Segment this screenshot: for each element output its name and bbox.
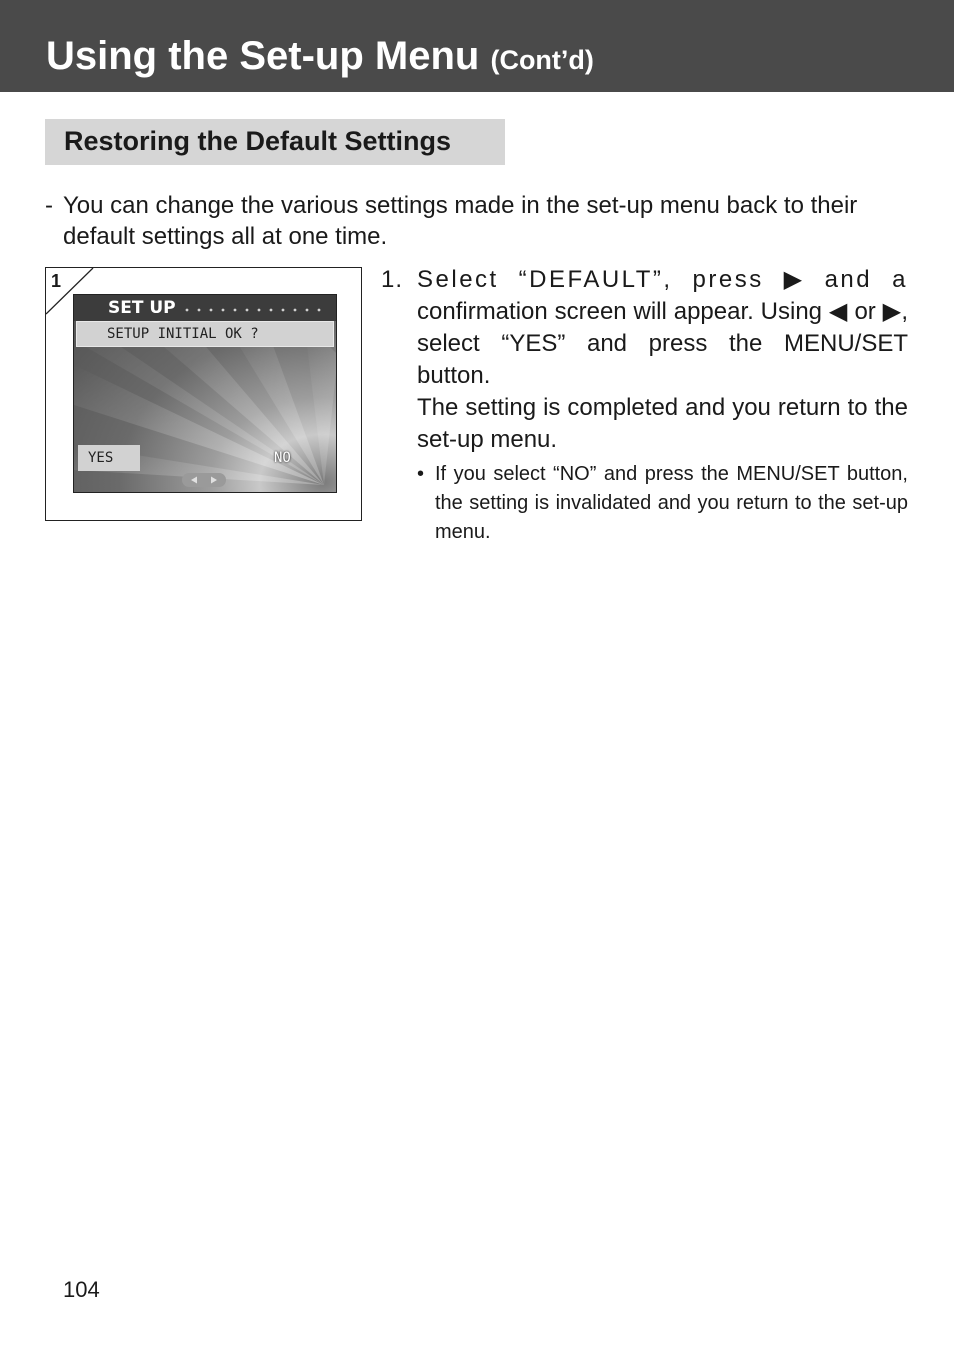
screen-left-arrow-icon	[191, 477, 197, 484]
page-title-main: Using the Set-up Menu	[46, 34, 480, 78]
section-heading: Restoring the Default Settings	[45, 119, 505, 165]
intro-paragraph	[45, 190, 909, 252]
step-number: 1.	[381, 266, 404, 293]
figure-number: 1	[51, 271, 62, 291]
step-first-line	[417, 264, 908, 296]
header-bar	[0, 0, 954, 92]
step-word: “DEFAULT”,	[518, 266, 673, 293]
intro-text: You can change the various settings made in the set-up menu back to their default settings all at one time.	[63, 192, 858, 250]
step-result: The setting is completed and you return to the set-up menu.	[417, 394, 908, 453]
figure-frame	[45, 267, 362, 521]
screen-title-dots	[184, 307, 334, 313]
screen-yes-option: YES	[78, 445, 140, 471]
note-bullet: •	[417, 463, 425, 485]
note-text: If you select “NO” and press the MENU/SET button, the setting is invalidated and you return to the set-up menu.	[435, 463, 908, 543]
intro-dash: -	[45, 192, 53, 219]
step-word: Select	[417, 266, 499, 293]
step-word: and	[824, 266, 873, 293]
screen-no-option: NO	[274, 450, 291, 466]
right-arrow-icon: ▶	[783, 266, 805, 293]
step-word: press	[692, 266, 764, 293]
step-note	[417, 460, 908, 547]
page-title	[46, 33, 594, 83]
screen-right-arrow-icon	[211, 477, 217, 484]
page-number: 104	[63, 1277, 100, 1302]
step-word: a	[892, 266, 908, 293]
camera-lcd-screen	[73, 294, 337, 493]
step-list	[381, 264, 908, 547]
screen-title: SET UP	[108, 298, 176, 318]
screen-nav-arrows	[182, 473, 226, 487]
screen-prompt-bar	[76, 321, 334, 347]
screen-prompt: SETUP INITIAL OK ?	[107, 326, 259, 342]
step-body	[381, 264, 908, 547]
step-text: confirmation screen will appear. Using ◀ or ▶, select “YES” and press the MENU/SET button.	[417, 298, 908, 389]
screen-title-bar	[74, 295, 337, 321]
page-title-suffix: (Cont’d)	[490, 45, 594, 75]
